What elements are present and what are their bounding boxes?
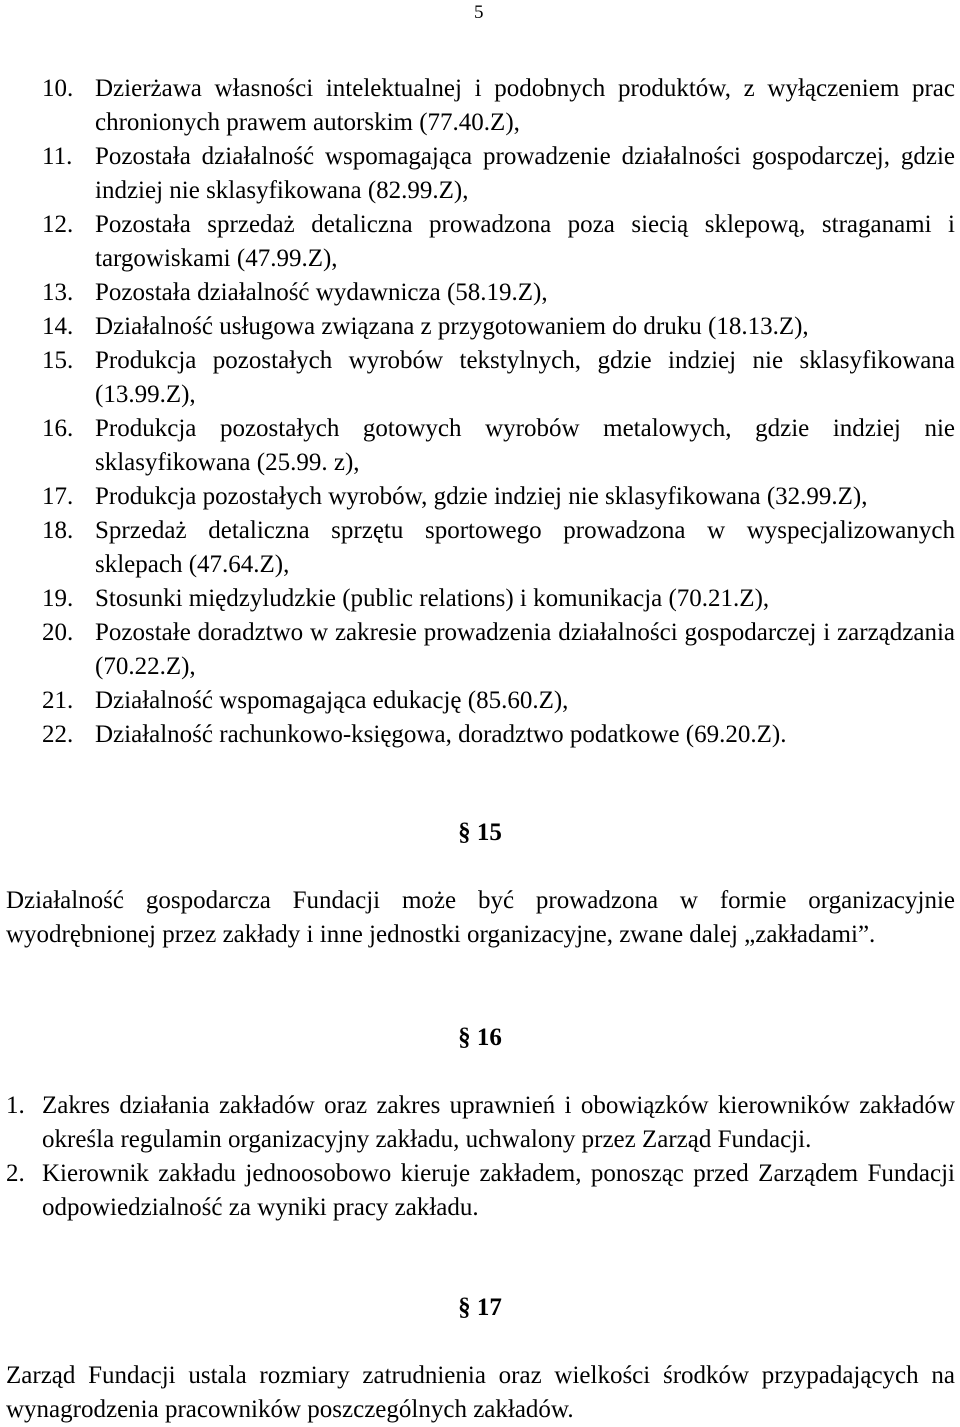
item-number: 16.: [42, 415, 74, 442]
item-number: 14.: [42, 313, 74, 340]
list-item: [42, 208, 955, 276]
list-item: [42, 140, 955, 208]
item-number: 17.: [42, 483, 74, 510]
item-text: Produkcja pozostałych wyrobów, gdzie indziej nie sklasyfikowana (32.99.Z),: [95, 483, 868, 510]
item-text: Działalność rachunkowo-księgowa, doradztwo podatkowe (69.20.Z).: [95, 721, 787, 748]
item-text: Zakres działania zakładów oraz zakres uprawnień i obowiązków kierowników zakładów określa regulamin organizacyjny zakładu, uchwalony przez Zarząd Fundacji.: [42, 1092, 955, 1153]
item-number: 11.: [42, 143, 73, 170]
list-item: [42, 582, 955, 616]
item-number: 2.: [6, 1160, 25, 1187]
item-text: Sprzedaż detaliczna sprzętu sportowego prowadzona w wyspecjalizowanych sklepach (47.64.Z),: [95, 517, 955, 578]
section-16-list: [6, 1089, 955, 1225]
item-number: 13.: [42, 279, 74, 306]
item-text: Dzierżawa własności intelektualnej i podobnych produktów, z wyłączeniem prac chronionych prawem autorskim (77.40.Z),: [95, 75, 955, 136]
item-text: Pozostałe doradztwo w zakresie prowadzenia działalności gospodarczej i zarządzania (70.22.Z),: [95, 619, 955, 680]
item-text: Działalność usługowa związana z przygotowaniem do druku (18.13.Z),: [95, 313, 809, 340]
list-item: [42, 616, 955, 684]
list-item: [42, 412, 955, 480]
section-17-heading: § 17: [458, 1294, 502, 1321]
activity-list: [42, 72, 955, 752]
list-item: [42, 480, 955, 514]
item-text: Pozostała sprzedaż detaliczna prowadzona poza siecią sklepową, straganami i targowiskami (47.99.Z),: [95, 211, 955, 272]
list-item: [6, 1089, 955, 1157]
list-item: [42, 344, 955, 412]
item-number: 21.: [42, 687, 74, 714]
list-item: [42, 310, 955, 344]
item-number: 20.: [42, 619, 74, 646]
list-item: [42, 276, 955, 310]
item-number: 15.: [42, 347, 74, 374]
page-number: 5: [474, 2, 484, 23]
item-text: Działalność wspomagająca edukację (85.60.Z),: [95, 687, 569, 714]
item-text: Produkcja pozostałych wyrobów tekstylnych, gdzie indziej nie sklasyfikowana (13.99.Z),: [95, 347, 955, 408]
item-number: 18.: [42, 517, 74, 544]
item-number: 10.: [42, 75, 74, 102]
item-text: Pozostała działalność wspomagająca prowadzenie działalności gospodarczej, gdzie indziej nie sklasyfikowana (82.99.Z),: [95, 143, 955, 204]
item-text: Stosunki międzyludzkie (public relations) i komunikacja (70.21.Z),: [95, 585, 770, 612]
item-text: Pozostała działalność wydawnicza (58.19.Z),: [95, 279, 548, 306]
section-15-heading: § 15: [458, 819, 502, 846]
list-item: [42, 72, 955, 140]
item-number: 1.: [6, 1092, 25, 1119]
item-number: 19.: [42, 585, 74, 612]
section-17-paragraph: Zarząd Fundacji ustala rozmiary zatrudnienia oraz wielkości środków przypadających na wynagrodzenia pracowników poszczególnych zakładów.: [6, 1362, 955, 1423]
item-text: Kierownik zakładu jednoosobowo kieruje zakładem, ponosząc przed Zarządem Fundacji odpowiedzialność za wyniki pracy zakładu.: [42, 1160, 955, 1221]
section-16-heading: § 16: [458, 1024, 502, 1051]
list-item: [6, 1157, 955, 1225]
list-item: [42, 684, 955, 718]
list-item: [42, 514, 955, 582]
section-15-paragraph: Działalność gospodarcza Fundacji może być prowadzona w formie organizacyjnie wyodrębnionej przez zakłady i inne jednostki organizacyjne, zwane dalej „zakładami”.: [6, 887, 955, 948]
item-number: 22.: [42, 721, 74, 748]
list-item: [42, 718, 955, 752]
item-text: Produkcja pozostałych gotowych wyrobów metalowych, gdzie indziej nie sklasyfikowana (25.99. z),: [95, 415, 955, 476]
item-number: 12.: [42, 211, 74, 238]
